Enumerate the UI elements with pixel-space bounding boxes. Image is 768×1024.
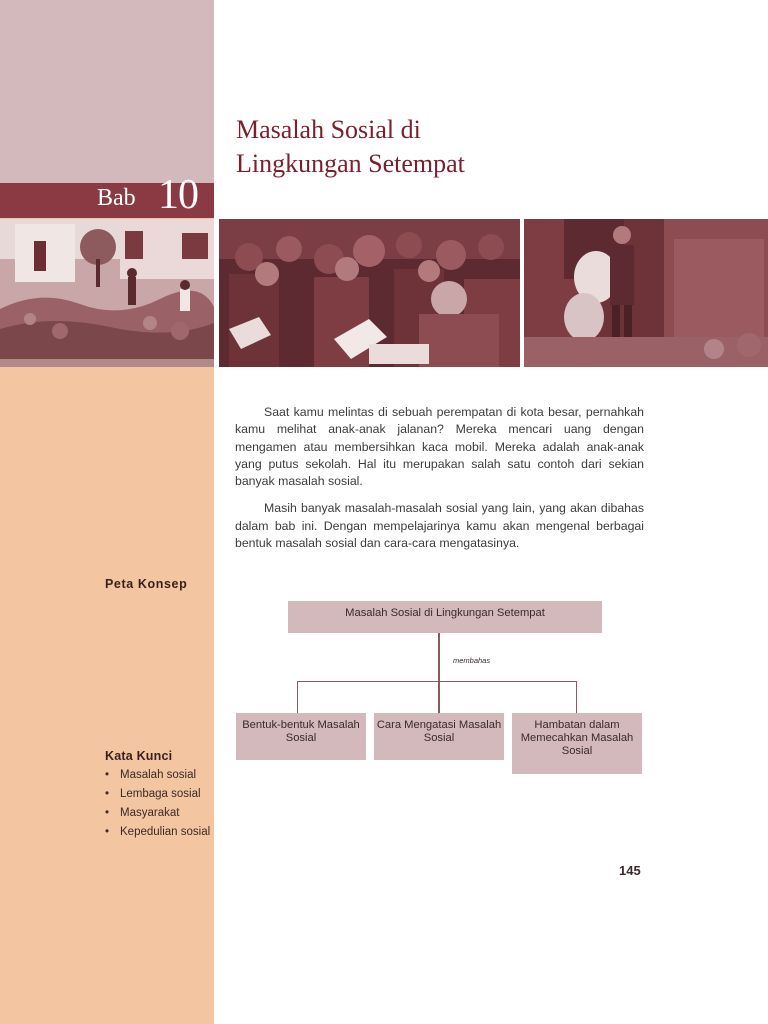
keyword-text: Lembaga sosial	[120, 788, 201, 800]
keyword-text: Kepedulian sosial	[120, 826, 211, 838]
bullet-icon: •	[105, 788, 110, 800]
keyword-text: Masalah sosial	[120, 769, 197, 781]
concept-child-box-1: Bentuk-bentuk Masalah Sosial	[236, 713, 366, 760]
list-item	[105, 786, 210, 805]
chapter-title-line1: Masalah Sosial di	[236, 115, 421, 144]
concept-child-box-2: Cara Mengatasi Masalah Sosial	[374, 713, 504, 760]
photo-crowd-aid	[219, 219, 520, 367]
chapter-title-line2: Lingkungan Setempat	[236, 149, 465, 178]
intro-paragraph-1: Saat kamu melintas di sebuah perempatan di kota besar, pernahkah kamu melihat anak-anak jalanan? Mereka mencari uang dengan mengamen atau membersihkan kaca mobil. Mereka adalah anak-anak yang putus sekolah. Hal itu merupakan salah satu contoh dari sekian banyak masalah sosial.	[235, 405, 644, 489]
kata-kunci-heading: Kata Kunci	[105, 749, 173, 763]
bullet-icon: •	[105, 826, 110, 838]
connector-horizontal	[297, 681, 577, 682]
concept-root-box: Masalah Sosial di Lingkungan Setempat	[288, 601, 602, 633]
peta-konsep-heading: Peta Konsep	[105, 577, 188, 591]
list-item	[105, 767, 210, 786]
intro-text	[235, 404, 644, 562]
keyword-text: Masyarakat	[120, 807, 180, 819]
concept-child-box-3: Hambatan dalam Memecahkan Masalah Sosial	[512, 713, 642, 774]
bullet-icon: •	[105, 769, 110, 781]
chapter-title	[236, 113, 736, 181]
photo-village-rubble	[0, 219, 214, 367]
keyword-list	[105, 767, 210, 843]
list-item	[105, 824, 210, 843]
chapter-number: 10	[158, 172, 198, 218]
connector-left	[297, 681, 298, 713]
chapter-label: Bab	[97, 185, 136, 211]
intro-paragraph-2: Masih banyak masalah-masalah sosial yang lain, yang akan dibahas dalam bab ini. Dengan mempelajarinya kamu akan mengenal berbagai bentuk masalah sosial dan cara-cara mengatasinya.	[235, 501, 644, 551]
relation-label: membahas	[453, 656, 491, 665]
list-item	[105, 805, 210, 824]
page-number: 145	[619, 863, 641, 878]
connector-vertical	[438, 633, 440, 713]
photo-man-carrying-sack	[524, 219, 768, 367]
connector-right	[576, 681, 577, 713]
chapter-header-block	[0, 0, 214, 183]
bullet-icon: •	[105, 807, 110, 819]
